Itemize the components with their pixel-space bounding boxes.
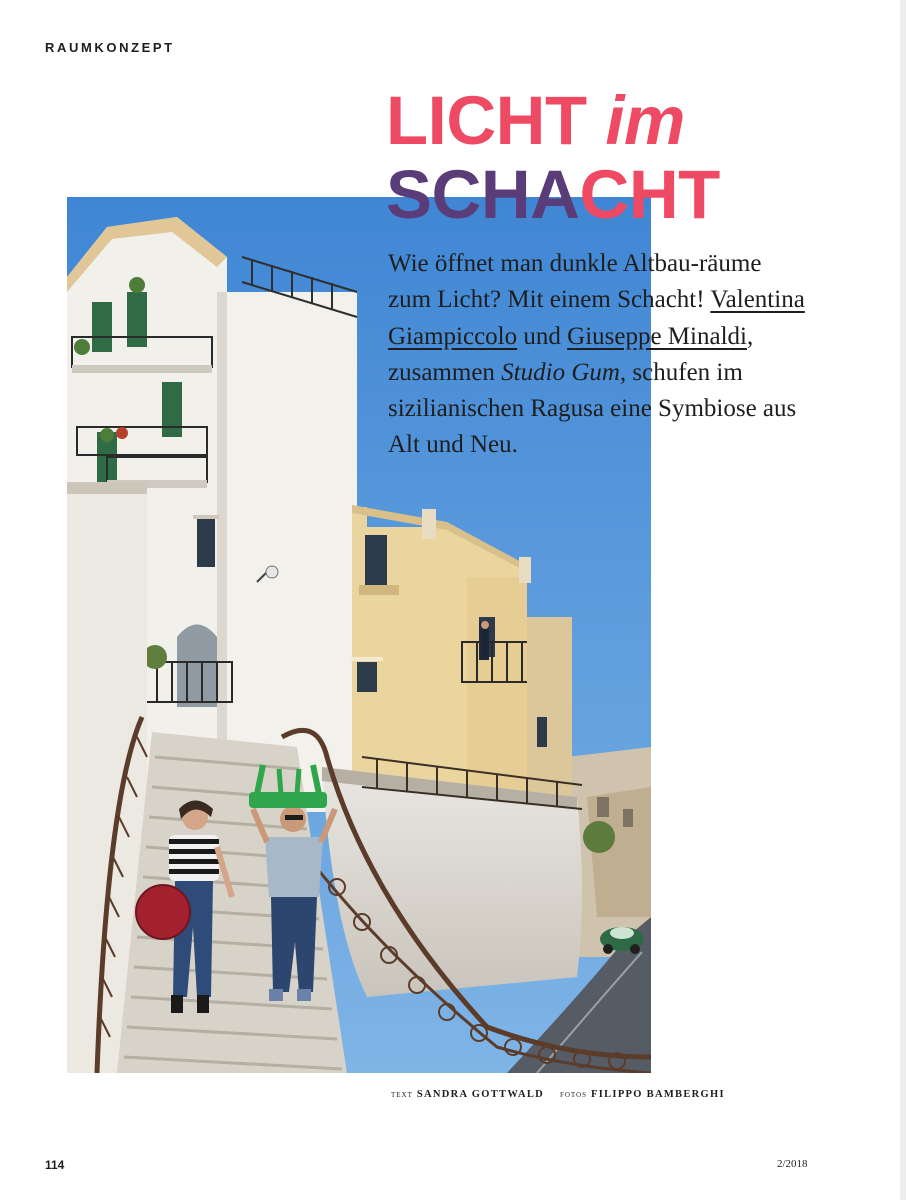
deck-name-1: Valentina Giampiccolo [388,286,805,350]
headline [386,84,720,232]
deck-text-4: schufen im sizilianischen Ragusa eine Symbiose aus Alt und Neu. [388,358,797,459]
deck-text-1: Wie öffnet man dunkle Altbau-räume zum Licht? Mit einem Schacht! [388,250,762,314]
credits [391,1089,737,1100]
headline-part-over-white: CHT [579,156,720,233]
page-edge [900,0,906,1200]
credit-photo-name: FILIPPO BAMBERGHI [591,1089,725,1100]
deck-text-3: , zusammen [388,322,754,386]
deck-name-2: Giuseppe Minaldi [567,322,747,350]
issue-number: 2/2018 [777,1158,808,1170]
section-label: RAUMKONZEPT [45,40,175,55]
headline-word-licht: LICHT [386,82,587,159]
page-number: 114 [45,1158,65,1172]
credit-text-label: TEXT [391,1091,413,1099]
headline-line-1 [386,84,720,158]
headline-part-over-photo: SCHA [386,156,580,233]
credit-photo-label: FOTOS [559,1091,588,1099]
deck-text-2: und [517,322,568,350]
headline-line-2 [386,158,720,232]
credit-text-name: SANDRA GOTTWALD [416,1089,545,1100]
headline-word-im: im [605,82,685,159]
deck-studio: Studio Gum, [501,358,627,386]
intro-deck [388,246,808,464]
